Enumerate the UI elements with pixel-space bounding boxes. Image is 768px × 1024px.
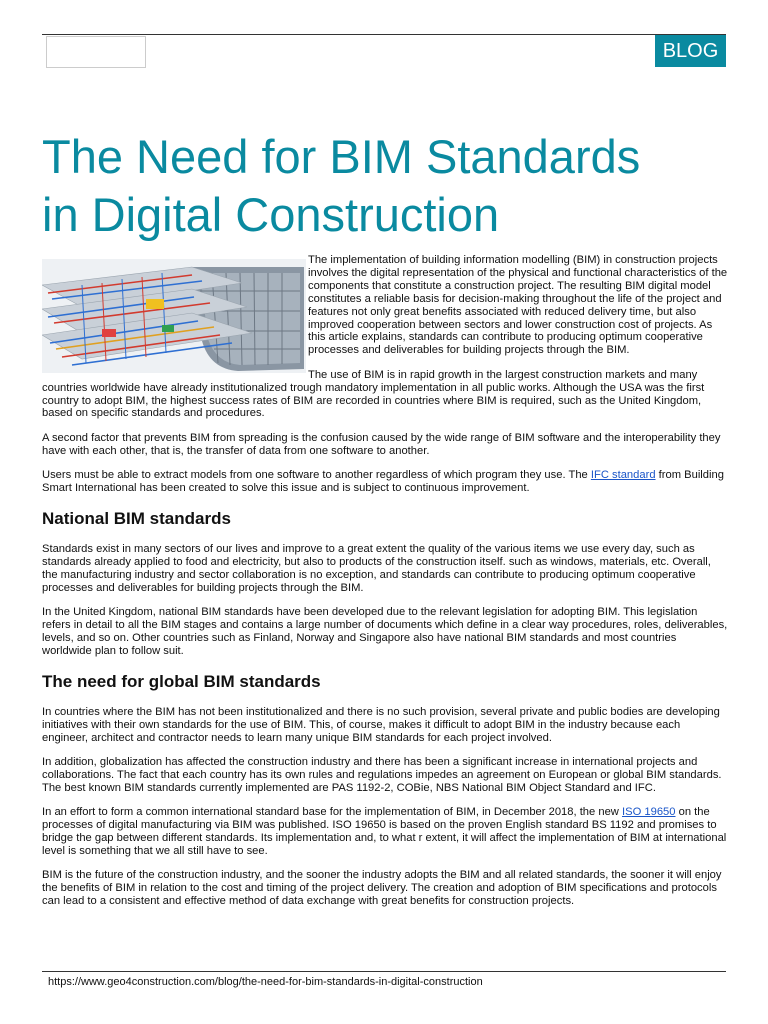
national-standards-heading: National BIM standards xyxy=(42,509,231,528)
ifc-text-before: Users must be able to extract models from one software to another regardless of which program they use. The xyxy=(42,469,591,482)
title-line-2: in Digital Construction xyxy=(42,188,500,241)
software-paragraph: A second factor that prevents BIM from spreading is the confusion caused by the wide range of BIM software and the interoperability they have with each other, that is, the transfer of data from one software to another. xyxy=(42,431,721,457)
global-standards-heading: The need for global BIM standards xyxy=(42,671,321,691)
title-line-1: The Need for BIM Standards xyxy=(42,130,641,183)
intro-paragraph: The implementation of building information modelling (BIM) in construction projects involves the digital representation of the physical and functional characteristics of the components that constitute a construction project. The resulting BIM digital model constitutes a reliable basis for decision-making throughout the life of the project and features not only great benefits associated with reduced delivery time, but also improved cooperation between sectors and lower construction cost of projects. As this article explains, standards can contribute to producing optimum cooperative processes and deliverables for building projects through the BIM. xyxy=(308,254,728,357)
iso-paragraph xyxy=(42,806,728,858)
national-paragraph-2: In the United Kingdom, national BIM standards have been developed due to the relevant legislation for adopting BIM. This legislation refers in detail to all the BIM stages and contains a large number of documents which define in a clear way procedures, roles, deliverables, levels, and so on. Other countries such as Finland, Norway and Singapore also have national BIM standards and most countries worldwide plan to follow suit. xyxy=(42,606,728,657)
iso-19650-link[interactable]: ISO 19650 xyxy=(622,806,676,819)
article-body xyxy=(42,254,728,920)
page-title xyxy=(42,128,742,244)
footer-url: https://www.geo4construction.com/blog/the-need-for-bim-standards-in-digital-construction xyxy=(48,976,483,988)
iso-text-after: on the processes of digital manufacturing via BIM was published. ISO 19650 is based on the proven English standard BS 1192 and promises to bridge the gap between different standards. Its implementation and, to what r extent, it will affect the implementation of BIM at international level is something that we all still have to see. xyxy=(42,806,727,857)
global-paragraph-1: In countries where the BIM has not been institutionalized and there is no such provision, several private and public bodies are developing initiatives with their own standards for the use of BIM. This, of course, makes it difficult to adopt BIM in the industry because each engineer, architect and contractor needs to learn many unique BIM standards for each project involved. xyxy=(42,705,720,744)
adoption-paragraph: The use of BIM is in rapid growth in the largest construction markets and many countries worldwide have already institutionalized trough mandatory implementation in all public works. Although the USA was the first country to adopt BIM, the highest success rates of BIM are recorded in countries where BIM is required, such as the United Kingdom, based on specific standards and procedures. xyxy=(42,368,705,420)
bim-building-image xyxy=(42,259,306,373)
conclusion-paragraph: BIM is the future of the construction industry, and the sooner the industry adopts the BIM and all related standards, the sooner it will enjoy the benefits of BIM in relation to the cost and timing of the project delivery. The creation and adoption of BIM specifications and protocols can lead to a consistent and effective method of data exchange with great benefits for construction projects. xyxy=(42,869,722,908)
footer-rule xyxy=(42,971,726,972)
ifc-paragraph xyxy=(42,469,728,495)
site-logo[interactable] xyxy=(46,36,146,68)
iso-text-before: In an effort to form a common international standard base for the implementation of BIM, in December 2018, the new xyxy=(42,806,622,819)
national-paragraph-1: Standards exist in many sectors of our lives and improve to a great extent the quality of the various items we use every day, such as standards already applied to food and electricity, but also to products of the construction itself. such as windows, materials, etc. Overall, the manufacturing industry and sector collaboration is no exception, and standards can contribute to producing optimum cooperative processes and deliverables for building projects through the BIM. xyxy=(42,543,711,594)
global-paragraph-2: In addition, globalization has affected the construction industry and there has been a significant increase in international projects and collaborations. The fact that each country has its own rules and regulations impedes an agreement on European or global BIM standards. The best known BIM standards currently implemented are PAS 1192-2, COBie, NBS National BIM Object Standard and IFC. xyxy=(42,755,722,794)
blog-badge[interactable]: BLOG xyxy=(655,35,726,67)
ifc-standard-link[interactable]: IFC standard xyxy=(590,469,656,482)
ifc-text-after: from Building Smart International has been created to solve this issue and is subject to continuous improvement. xyxy=(42,469,724,495)
header-rule xyxy=(42,34,726,35)
